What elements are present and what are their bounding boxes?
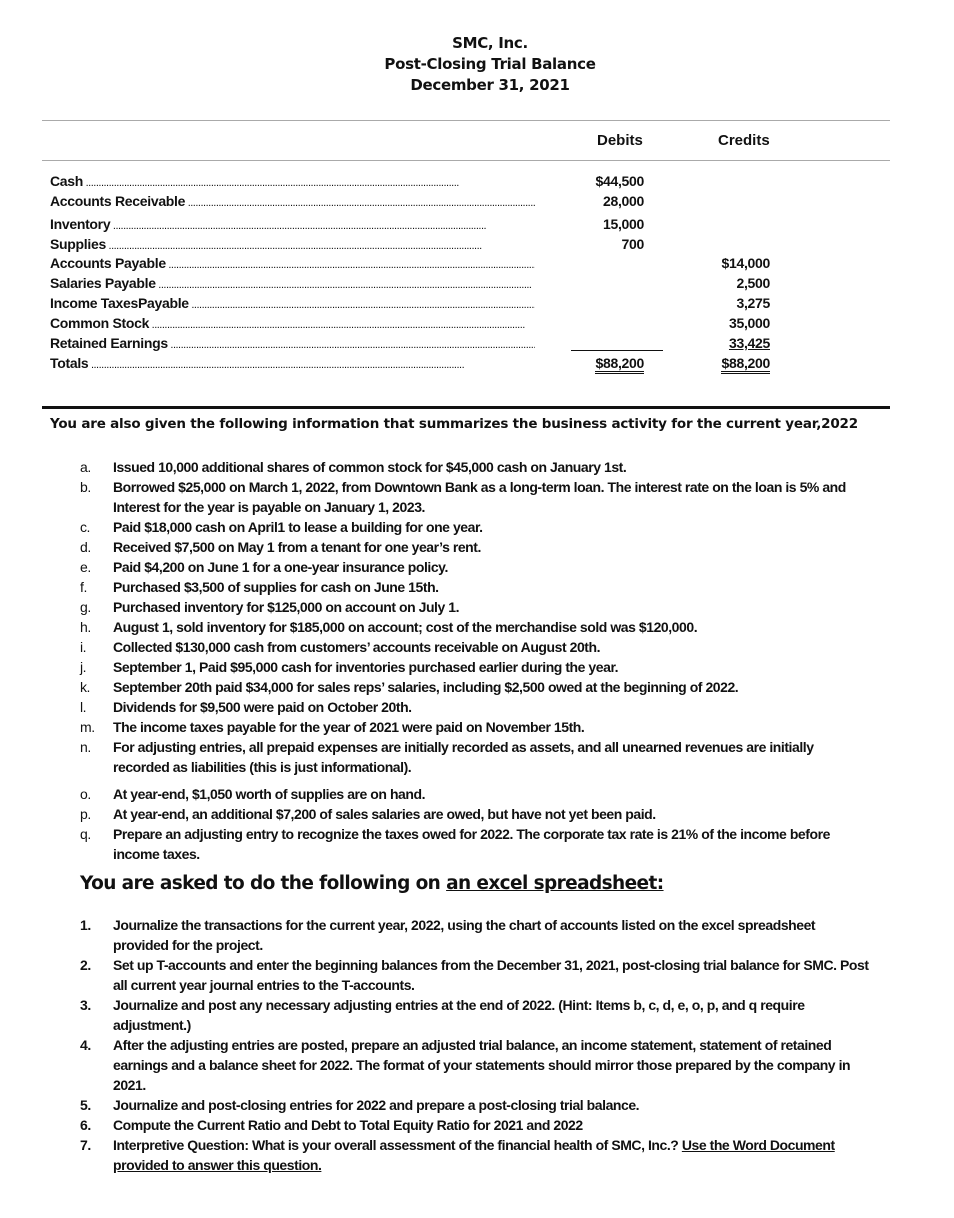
transaction-item — [80, 477, 870, 517]
account-name: Retained Earnings ..... — [50, 335, 535, 351]
table-row — [50, 335, 780, 355]
item-text: August 1, sold inventory for $185,000 on account; cost of the merchandise sold was $120,000. — [113, 619, 698, 635]
item-text: At year-end, an additional $7,200 of sales salaries are owed, but have not yet been paid. — [113, 806, 656, 822]
debit-amount: 28,000 — [602, 193, 644, 209]
item-text: Dividends for $9,500 were paid on October 20th. — [113, 699, 412, 715]
task-number: 6. — [80, 1117, 91, 1133]
task-list — [80, 915, 870, 1175]
transaction-item — [80, 784, 870, 804]
table-row — [50, 236, 780, 256]
item-marker: k. — [80, 679, 90, 695]
item-marker: f. — [80, 579, 87, 595]
item-text: September 20th paid $34,000 for sales reps’ salaries, including $2,500 owed at the beginning of 2022. — [113, 679, 739, 695]
item-text: Purchased inventory for $125,000 on account on July 1. — [113, 599, 460, 615]
transaction-item — [80, 457, 870, 477]
credit-amount: $14,000 — [721, 255, 770, 271]
table-row — [50, 193, 780, 213]
word-document-link[interactable]: Use the Word Document provided to answer this question. — [113, 1137, 835, 1173]
transaction-item — [80, 677, 870, 697]
item-text: Issued 10,000 additional shares of common stock for $45,000 cash on January 1st. — [113, 459, 627, 475]
table-row — [50, 315, 780, 335]
section-divider — [42, 406, 890, 409]
table-row — [50, 355, 780, 375]
item-text: For adjusting entries, all prepaid expenses are initially recorded as assets, and all unearned revenues are initially recorded as liabilities (this is just informational). — [113, 739, 814, 775]
table-top-rule — [42, 120, 890, 121]
item-marker: j. — [80, 659, 87, 675]
statement-title: Post-Closing Trial Balance — [384, 55, 596, 73]
transaction-item — [80, 577, 870, 597]
task-number: 7. — [80, 1137, 91, 1153]
tasks-heading — [80, 873, 664, 894]
intro-text: You are also given the following information that summarizes the business activity for the current year,2022 — [50, 416, 858, 432]
task-text: Compute the Current Ratio and Debt to Total Equity Ratio for 2021 and 2022 — [113, 1117, 583, 1133]
item-marker: g. — [80, 599, 91, 615]
item-marker: n. — [80, 739, 91, 755]
item-marker: q. — [80, 826, 91, 842]
credit-amount: 33,425 — [728, 335, 770, 351]
transaction-item — [80, 824, 870, 864]
table-row — [50, 255, 780, 275]
task-item — [80, 915, 870, 955]
item-marker: i. — [80, 639, 87, 655]
task-text: Journalize the transactions for the current year, 2022, using the chart of accounts listed on the excel spreadsheet provided for the project. — [113, 917, 816, 953]
credits-header: Credits — [718, 132, 770, 149]
transaction-item — [80, 617, 870, 637]
debit-amount: 700 — [621, 236, 644, 252]
account-name: Common Stock ..... — [50, 315, 535, 331]
task-number: 5. — [80, 1097, 91, 1113]
item-text: Paid $18,000 cash on April1 to lease a building for one year. — [113, 519, 483, 535]
item-text: Purchased $3,500 of supplies for cash on June 15th. — [113, 579, 439, 595]
task-text: Journalize and post any necessary adjusting entries at the end of 2022. (Hint: Items b, c, d, e, o, p, and q require adjustment.) — [113, 997, 805, 1033]
account-name: Supplies ..... — [50, 236, 535, 252]
item-text: Prepare an adjusting entry to recognize the taxes owed for 2022. The corporate tax rate is 21% of the income before income taxes. — [113, 826, 830, 862]
transaction-item — [80, 517, 870, 537]
item-text: Borrowed $25,000 on March 1, 2022, from Downtown Bank as a long-term loan. The interest rate on the loan is 5% and Interest for the year is payable on January 1, 2023. — [113, 479, 846, 515]
item-marker: c. — [80, 519, 90, 535]
item-marker: o. — [80, 786, 91, 802]
item-marker: p. — [80, 806, 91, 822]
task-number: 3. — [80, 997, 91, 1013]
transaction-item — [80, 557, 870, 577]
table-row — [50, 275, 780, 295]
tasks-heading-underlined: an excel spreadsheet: — [446, 873, 664, 894]
debit-amount: $88,200 — [595, 355, 644, 374]
table-row — [50, 216, 780, 236]
item-marker: d. — [80, 539, 91, 555]
account-name: Cash ..... — [50, 173, 535, 189]
document-header — [0, 33, 954, 96]
item-text: Collected $130,000 cash from customers’ accounts receivable on August 20th. — [113, 639, 601, 655]
transaction-item — [80, 597, 870, 617]
item-text: Paid $4,200 on June 1 for a one-year insurance policy. — [113, 559, 448, 575]
task-number: 1. — [80, 917, 91, 933]
item-marker: h. — [80, 619, 91, 635]
task-text: Interpretive Question: What is your overall assessment of the financial health of SMC, Inc.? — [113, 1137, 682, 1153]
table-row — [50, 173, 780, 193]
table-header-rule — [42, 160, 890, 161]
task-item — [80, 1135, 870, 1175]
account-name: Accounts Receivable ..... — [50, 193, 535, 209]
item-marker: l. — [80, 699, 87, 715]
task-number: 4. — [80, 1037, 91, 1053]
task-item — [80, 995, 870, 1035]
credit-amount: 3,275 — [736, 295, 770, 311]
debit-total-rule — [571, 350, 663, 351]
account-name: Accounts Payable ..... — [50, 255, 535, 271]
item-marker: m. — [80, 719, 95, 735]
task-text: After the adjusting entries are posted, prepare an adjusted trial balance, an income statement, statement of retained earnings and a balance sheet for 2022. The format of your statements should mirror those prepared by the company in 2021. — [113, 1037, 851, 1093]
account-name: Salaries Payable ..... — [50, 275, 535, 291]
transaction-list — [80, 457, 870, 864]
task-item — [80, 955, 870, 995]
task-text: Journalize and post-closing entries for 2022 and prepare a post-closing trial balance. — [113, 1097, 640, 1113]
item-marker: b. — [80, 479, 91, 495]
item-text: Received $7,500 on May 1 from a tenant for one year’s rent. — [113, 539, 481, 555]
task-text: Set up T-accounts and enter the beginning balances from the December 31, 2021, post-closing trial balance for SMC. Post all current year journal entries to the T-accounts. — [113, 957, 869, 993]
debit-amount: 15,000 — [602, 216, 644, 232]
transaction-item — [80, 717, 870, 737]
account-name: Income TaxesPayable ..... — [50, 295, 535, 311]
transaction-item — [80, 637, 870, 657]
task-item — [80, 1095, 870, 1115]
transaction-item — [80, 697, 870, 717]
item-text: At year-end, $1,050 worth of supplies are on hand. — [113, 786, 426, 802]
credit-amount: 2,500 — [736, 275, 770, 291]
item-marker: e. — [80, 559, 91, 575]
debit-amount: $44,500 — [595, 173, 644, 189]
account-name: Totals ..... — [50, 355, 535, 371]
tasks-heading-text: You are asked to do the following on — [80, 873, 447, 894]
account-name: Inventory ..... — [50, 216, 535, 232]
task-item — [80, 1035, 870, 1095]
transaction-item — [80, 657, 870, 677]
statement-date: December 31, 2021 — [410, 76, 570, 94]
table-row — [50, 295, 780, 315]
item-text: The income taxes payable for the year of 2021 were paid on November 15th. — [113, 719, 585, 735]
transaction-item — [80, 804, 870, 824]
item-text: September 1, Paid $95,000 cash for inventories purchased earlier during the year. — [113, 659, 619, 675]
item-marker: a. — [80, 459, 91, 475]
debits-header: Debits — [597, 132, 643, 149]
company-name: SMC, Inc. — [452, 34, 528, 52]
transaction-item — [80, 537, 870, 557]
transaction-item — [80, 737, 870, 777]
credit-amount: $88,200 — [721, 355, 770, 374]
credit-amount: 35,000 — [728, 315, 770, 331]
task-item — [80, 1115, 870, 1135]
task-number: 2. — [80, 957, 91, 973]
